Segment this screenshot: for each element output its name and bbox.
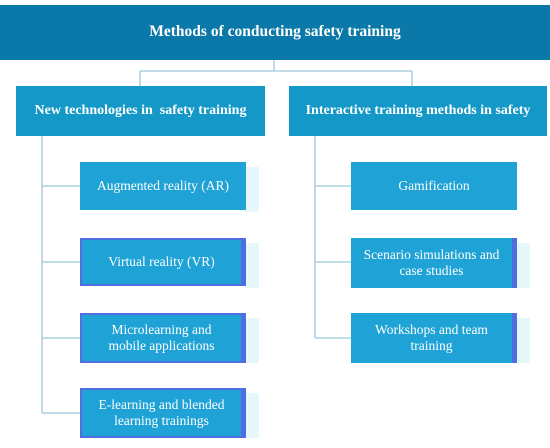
leaf-microlearning (80, 313, 246, 363)
branch-new-technologies (16, 86, 265, 136)
leaf-gamification (351, 162, 517, 210)
leaf-e-learning (80, 388, 246, 438)
branch-label: Interactive training methods in safety (305, 102, 531, 118)
branch-interactive-methods (289, 86, 547, 136)
diagram-title: Methods of conducting safety training (149, 23, 401, 41)
leaf-shadow (245, 243, 259, 288)
leaf-label: Virtual reality (VR) (108, 253, 215, 269)
leaf-label: Augmented reality (AR) (97, 177, 229, 193)
leaf-shadow (245, 393, 259, 438)
leaf-virtual-reality (80, 238, 246, 286)
leaf-label: E-learning and blended learning trainings (98, 396, 225, 428)
leaf-shadow (516, 318, 530, 363)
leaf-scenario-simulations (351, 238, 517, 288)
leaf-label: Scenario simulations and case studies (363, 246, 500, 278)
leaf-label: Workshops and team training (375, 321, 488, 353)
leaf-shadow (245, 318, 259, 363)
diagram-title-box (0, 5, 550, 60)
branch-label: New technologies in safety training (34, 102, 247, 118)
leaf-augmented-reality (80, 162, 246, 210)
leaf-label: Gamification (398, 177, 470, 193)
leaf-shadow (245, 167, 259, 212)
leaf-label: Microlearning and mobile applications (108, 321, 215, 353)
leaf-workshops (351, 313, 517, 363)
leaf-shadow (516, 243, 530, 288)
